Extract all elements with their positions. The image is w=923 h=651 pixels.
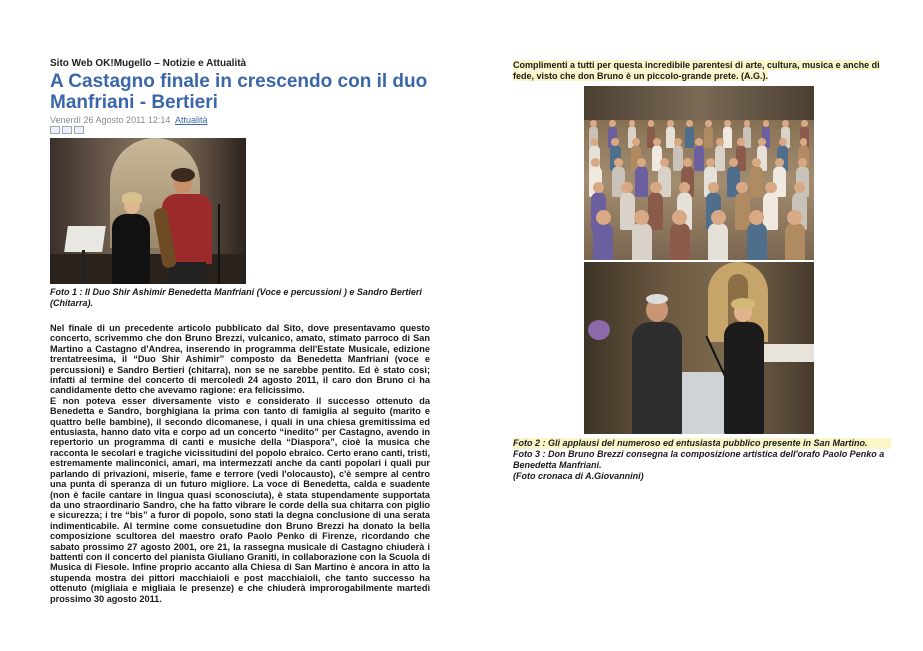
site-line: Sito Web OK!Mugello – Notizie e Attualità: [50, 58, 247, 69]
audience-member: [673, 145, 683, 171]
audience-member: [723, 126, 732, 148]
microphone-stand: [218, 204, 220, 284]
audience-member: [704, 126, 713, 148]
audience-member: [632, 223, 652, 261]
audience-member-head: [705, 120, 712, 127]
photo3-caption: Foto 3 : Don Bruno Brezzi consegna la composizione artistica dell'orafo Paolo Penko a Benedetta Manfriani.: [513, 449, 885, 470]
audience-member: [785, 223, 805, 261]
audience-member: [685, 126, 694, 148]
audience-member-head: [632, 138, 640, 146]
article-paragraph: E non poteva esser diversamente visto e considerato il successo ottenuto da Benedetta e Sandro, borghigiana la prima con tanto di famiglia al seguito (marito e quattro belle bambine), il secondo dicomanese, i quali in una chiesa gremitissima ed entusiasta, hanno dato vita e corpo ad un concerto “inedito” per Castagno, avendo in repertorio un programma di canti e musiche della “Diaspora”, cioè la musica che racconta le secolari e tragiche vicissitudini del popolo ebraico. Certo erano canti, tristi, estremamente malinconici, amari, ma intermezzati anche da canti popolari i quali pur parlando di privazioni, miserie, fame e terrore (vedi l'olocausto), c'è sempre al centro una punta di speranza di un futuro migliore. La voce di Benedetta, calda e suadente (non è facile cantare in lingua quasi sconosciuta), è stata stupendamente supportata da uno straordinario Sandro, che ha fatto vibrare le corde della sua chitarra con piglio e sicurezza; i tre “bis” a furor di popolo, sono stati la degna conclusione di una serata indimenticabile. Al termine come consuetudine don Bruno Brezzi ha donato la bella composizione scultorea del maestro orafo Paolo Penko di Firenze, ricordando che sabato prossimo 27 agosto 2001, ore 21, la rassegna musicale di Castagno chiuderà i battenti con il concerto del pianista Giuliano Graniti, in collaborazione con la Scuola di Musica di Fiesole. Infine proprio accanto alla Chiesa di San Martino è ancora in atto la stupenda mostra dei pittori macchiaioli e post macchiaioli, che tanto successo ha ottenuto (migliaia e migliaia le presenze) e che chiuderà improrogabilmente martedì prossimo 30 agosto 2011.: [50, 395, 430, 604]
audience-member-head: [609, 120, 616, 127]
photo1-caption: Foto 1 : Il Duo Shir Ashimir Benedetta Manfriani (Voce e percussioni ) e Sandro Bertieri (Chitarra).: [50, 287, 422, 308]
audience-member-head: [590, 120, 597, 127]
audience-member-head: [667, 120, 674, 127]
audience-member: [763, 192, 778, 230]
music-stand: [64, 226, 106, 252]
audience-member-head: [765, 182, 776, 193]
photo-credit: (Foto cronaca di A.Giovannini): [513, 471, 644, 481]
audience-member: [715, 145, 725, 171]
article-headline: A Castagno finale in crescendo con il duo Manfriani - Bertieri: [50, 71, 428, 113]
audience-member-head: [744, 120, 751, 127]
audience-member: [708, 223, 728, 261]
category-link[interactable]: Attualità: [174, 115, 208, 125]
photo-duo-performers: [50, 138, 246, 284]
audience-member-head: [758, 138, 766, 146]
priest-hair: [646, 294, 668, 304]
audience-member-head: [763, 120, 770, 127]
audience-member-head: [708, 182, 719, 193]
pdf-icon[interactable]: [50, 126, 60, 134]
print-icon[interactable]: [62, 126, 72, 134]
singer-hair: [122, 192, 142, 204]
audience-member-head: [593, 182, 604, 193]
singer-figure: [724, 322, 764, 434]
photo-award-presentation: [584, 262, 814, 434]
audience-member: [735, 192, 750, 230]
audience-member-head: [650, 182, 661, 193]
audience-member-head: [686, 120, 693, 127]
audience-member-head: [648, 120, 655, 127]
audience-member-head: [749, 210, 764, 225]
audience-member-head: [634, 210, 649, 225]
audience-member-head: [695, 138, 703, 146]
audience-member: [666, 126, 675, 148]
audience-member: [670, 223, 690, 261]
audience-member-head: [711, 210, 726, 225]
audience-member-head: [621, 182, 632, 193]
audience-member-head: [724, 120, 731, 127]
photo-audience-applause: [584, 86, 814, 260]
flowers: [588, 320, 610, 340]
audience-member-head: [782, 120, 789, 127]
audience-member-head: [800, 138, 808, 146]
email-icon[interactable]: [74, 126, 84, 134]
audience-member-head: [801, 120, 808, 127]
audience-member-head: [611, 138, 619, 146]
audience-member: [648, 192, 663, 230]
article-left-column: [50, 58, 430, 604]
closing-compliments-text: Complimenti a tutti per questa incredibile parentesi di arte, cultura, musica e anche di fede, visto che don Bruno è un piccolo-grande prete. (A.G.).: [513, 60, 880, 81]
audience-member: [747, 223, 767, 261]
photo2-caption: Foto 2 : Gli applausi del numeroso ed entusiasta pubblico presente in San Martino.: [513, 438, 891, 449]
music-stand-leg: [82, 250, 85, 284]
article-right-column: [513, 60, 891, 482]
audience-member: [773, 166, 785, 197]
guitarist-hair: [171, 168, 195, 182]
church-wall: [584, 86, 814, 120]
article-body: [50, 323, 430, 604]
singer-figure: [112, 214, 150, 284]
photos-caption: [513, 438, 891, 482]
audience-member-head: [674, 138, 682, 146]
article-tools: [50, 126, 430, 134]
audience-member-head: [596, 210, 611, 225]
closing-compliments: [513, 60, 891, 82]
audience-member: [635, 166, 647, 197]
audience-member: [620, 192, 635, 230]
article-meta: [50, 115, 430, 125]
audience-member: [750, 166, 762, 197]
audience-member-head: [736, 182, 747, 193]
audience-member-head: [779, 138, 787, 146]
audience-member-head: [716, 138, 724, 146]
audience-member: [658, 166, 670, 197]
audience-member-head: [629, 120, 636, 127]
audience-member-head: [591, 138, 599, 146]
priest-figure: [632, 322, 682, 434]
audience-member-head: [653, 138, 661, 146]
audience-member-head: [737, 138, 745, 146]
article-paragraph: Nel finale di un precedente articolo pubblicato dal Sito, dove presentavamo questo concerto, scrivemmo che don Bruno Brezzi, vulcanico, amato, stimato parroco di San Martino a Castagno d'Andrea, inserendo in programma dell'Estate Musicale, edizione trentatreesima, il “Duo Shir Ashimir” composto da Benedetta Manfriani (voce e percussioni) e Sandro Bertieri (chitarra), non se ne sarebbe pentito. Ed è stato così; infatti al termine del concerto di mercoledì 24 agosto 2011, il caro don Bruno ci ha candidamente detto che avevamo ragione: era felicissimo.: [50, 323, 430, 396]
singer-hair: [731, 298, 755, 310]
audience-member: [694, 145, 704, 171]
article-date: Venerdì 26 Agosto 2011 12:14: [50, 115, 171, 125]
audience-member: [593, 223, 613, 261]
